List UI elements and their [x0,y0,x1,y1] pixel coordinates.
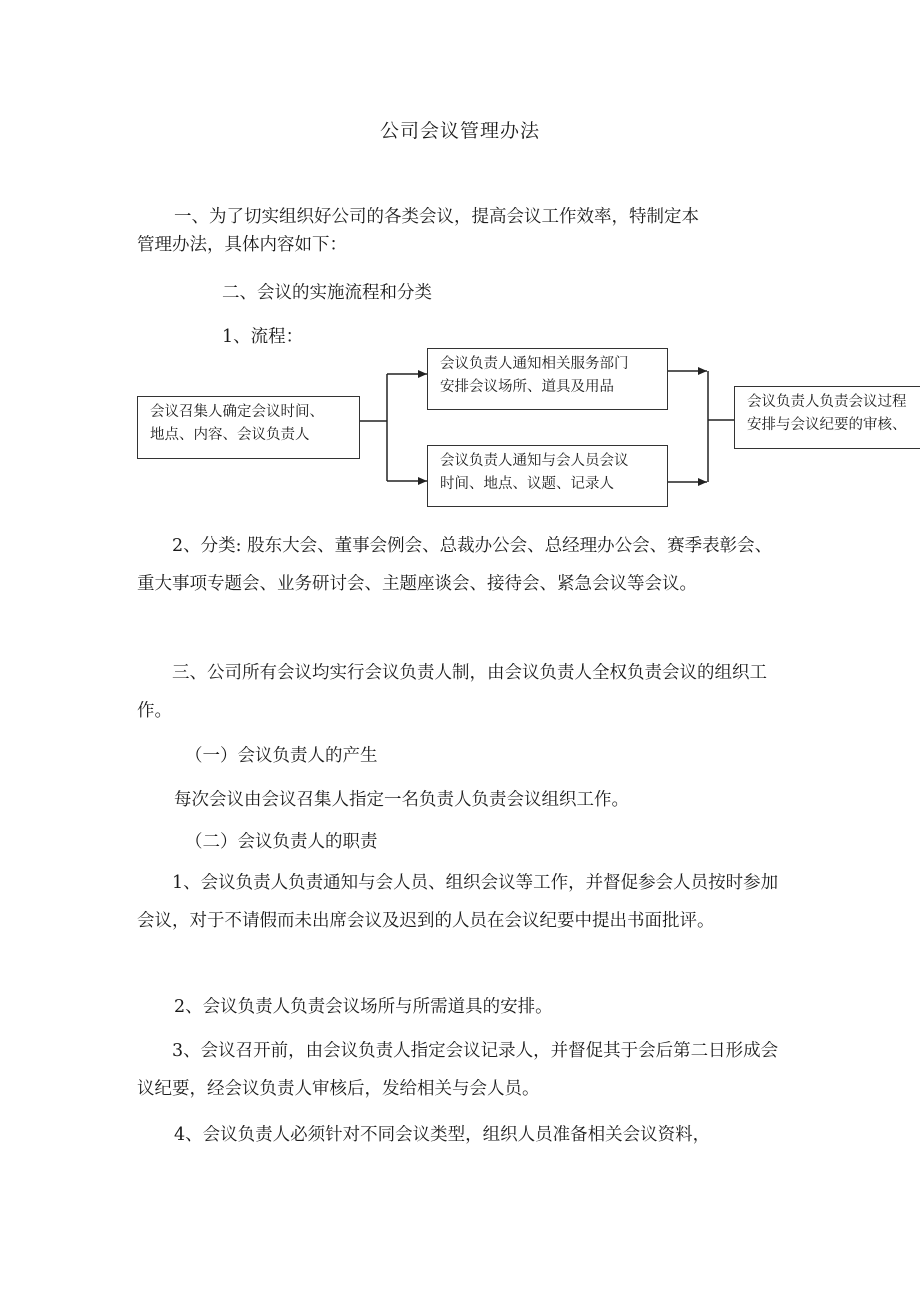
subsection-1-title: （一）会议负责人的产生 [185,746,378,766]
flow-box-end-line-2: 安排与会议纪要的审核、 [747,417,907,433]
flow-box-notify-attendees-line-1: 会议负责人通知与会人员会议 [440,453,629,469]
subsection-2-title: （二）会议负责人的职责 [185,832,378,852]
classification-text: 2、分类: 股东大会、董事会例会、总裁办公会、总经理办公会、赛季表彰会、重大事项专题会、业务研讨会、主题座谈会、接待会、紧急会议等会议。 [137,536,773,594]
duty-2-text: 2、会议负责人负责会议场所与所需道具的安排。 [174,997,553,1017]
flow-box-service-dept-line-1: 会议负责人通知相关服务部门 [440,356,629,372]
section-2-heading: 二、会议的实施流程和分类 [222,283,432,303]
paragraph-1-line-1: 一、为了切实组织好公司的各类会议，提高会议工作效率，特制定本 [174,207,699,227]
paragraph-duty-1 [137,864,783,940]
flow-box-service-dept-line-2: 安排会议场所、道具及用品 [440,379,614,395]
flow-box-end [734,386,920,449]
paragraph-duty-3 [137,1032,783,1108]
page-title: 公司会议管理办法 [379,120,540,142]
paragraph-1-line-2: 管理办法，具体内容如下： [137,235,347,255]
flow-box-service-dept [427,348,668,410]
flow-box-notify-attendees-line-2: 时间、地点、议题、记录人 [440,476,614,492]
flow-box-start [137,396,360,459]
flow-box-notify-attendees [427,445,668,507]
duty-1-text: 1、会议负责人负责通知与会人员、组织会议等工作，并督促参会人员按时参加会议，对于不请假而未出席会议及迟到的人员在会议纪要中提出书面批评。 [137,873,779,931]
paragraph-classification [137,527,783,603]
section-3-text: 三、公司所有会议均实行会议负责人制，由会议负责人全权负责会议的组织工作。 [137,663,767,721]
duty-4-text: 4、会议负责人必须针对不同会议类型，组织人员准备相关会议资料， [174,1125,711,1145]
flow-box-start-line-1: 会议召集人确定会议时间、 [150,404,324,420]
flow-box-start-line-2: 地点、内容、会议负责人 [150,427,310,443]
paragraph-section-3 [137,654,783,730]
flow-box-end-line-1: 会议负责人负责会议过程 [747,394,907,410]
subsection-1-body: 每次会议由会议召集人指定一名负责人负责会议组织工作。 [174,790,629,810]
flow-label: 1、流程： [222,327,304,347]
duty-3-text: 3、会议召开前，由会议负责人指定会议记录人，并督促其于会后第二日形成会议纪要，经会议负责人审核后，发给相关与会人员。 [137,1041,779,1099]
